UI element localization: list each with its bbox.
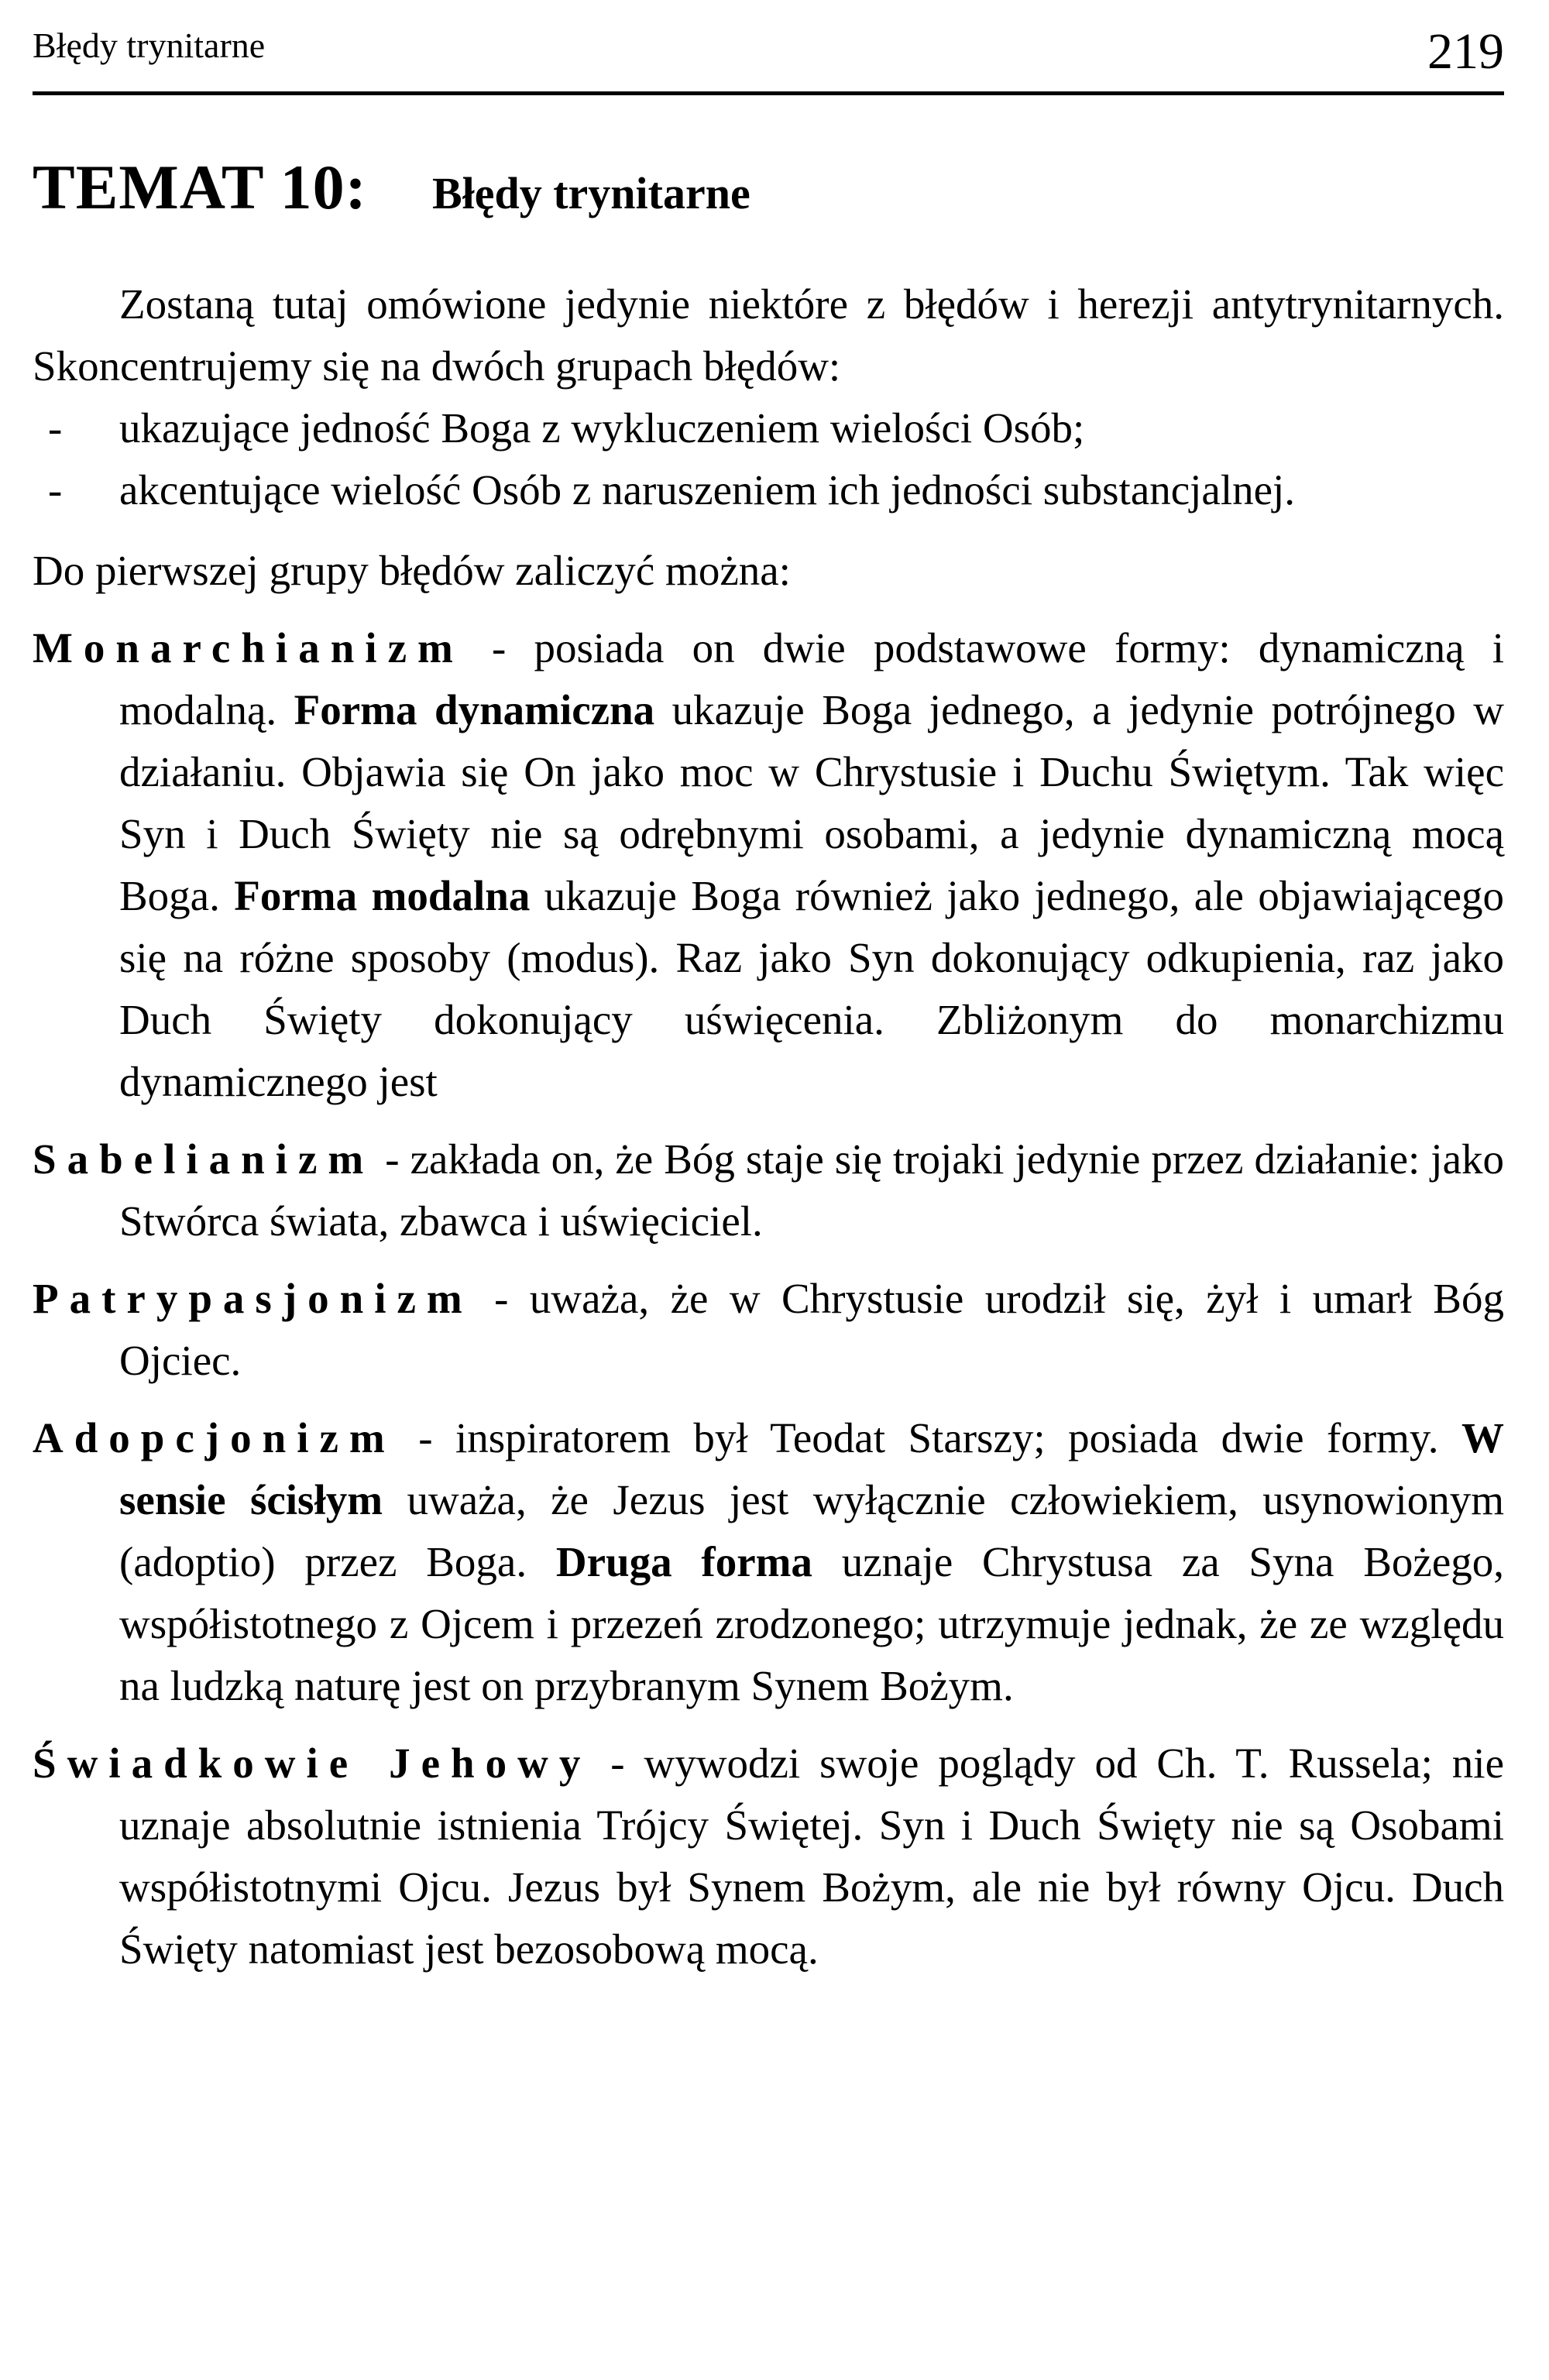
entry-text: uważa, że Jezus jest wyłącznie człowiekiem, usynowionym (adoptio) przez Boga. [119,1476,1504,1585]
list-dash: - [48,466,63,513]
entry-adopcjonizm [33,1407,1504,1717]
list-item-text: ukazujące jedność Boga z wykluczeniem wielości Osób; [119,404,1085,452]
entry-term: Sabelianizm [33,1135,375,1183]
book-page [33,23,1504,1980]
chapter-label: TEMAT 10: [33,152,367,222]
list-item [33,459,1504,521]
entry-patrypasjonizm [33,1268,1504,1392]
list-item [33,397,1504,459]
entry-bold-phrase: W sensie ścisłym [119,1414,1504,1523]
entry-text: ukazuje Boga jednego, a jedynie potrójnego w działaniu. Objawia się On jako moc w Chrystusie i Duchu Świętym. Tak więc Syn i Duch Święty nie są odrębnymi osobami, a jedynie dynamiczną mocą Boga. [119,686,1504,919]
entry-text: - posiada on dwie podstawowe formy: dynamiczną i modalną. [119,624,1504,733]
entry-text: - inspiratorem był Teodat Starszy; posiada dwie formy. [395,1414,1461,1461]
entry-bold-phrase: Druga forma [555,1538,812,1585]
lead-paragraph: Do pierwszej grupy błędów zaliczyć można: [33,547,791,594]
entry-term: Patrypasjonizm [33,1275,473,1322]
running-header [33,23,1504,95]
entry-text: - uważa, że w Chrystusie urodził się, żył i umarł Bóg Ojciec. [119,1275,1504,1384]
intro-list [33,397,1504,521]
entry-term: Monarchianizm [33,624,464,671]
page-number: 219 [1427,23,1504,80]
entry-sabelianizm [33,1128,1504,1252]
entry-swiadkowie-jehowy [33,1733,1504,1980]
list-dash: - [48,404,63,452]
list-item-text: akcentujące wielość Osób z naruszeniem ich jedności substancjalnej. [119,466,1296,513]
entry-text: - zakłada on, że Bóg staje się trojaki jedynie przez działanie: jako Stwórca świata, zbawca i uświęciciel. [119,1135,1504,1245]
entry-text: uznaje Chrystusa za Syna Bożego, współistotnego z Ojcem i przezeń zrodzonego; utrzymuje jednak, że ze względu na ludzką naturę jest on przybranym Synem Bożym. [119,1538,1504,1709]
entry-bold-phrase: Forma modalna [234,872,531,919]
intro-paragraph: Zostaną tutaj omówione jedynie niektóre z błędów i herezji antytrynitarnych. Skoncentrujemy się na dwóch grupach błędów: [33,280,1504,390]
chapter-heading [33,151,1504,228]
entry-term: Adopcjonizm [33,1414,396,1461]
entry-term: Świadkowie Jehowy [33,1739,592,1787]
chapter-title: Błędy trynitarne [431,168,750,218]
entry-bold-phrase: Forma dynamiczna [294,686,655,733]
running-title: Błędy trynitarne [33,26,266,65]
entry-text: - wywodzi swoje poglądy od Ch. T. Russela; nie uznaje absolutnie istnienia Trójcy Świętej. Syn i Duch Święty nie są Osobami współistotnymi Ojcu. Jezus był Synem Bożym, ale nie był równy Ojcu. Duch Święty natomiast jest bezosobową mocą. [119,1739,1504,1973]
entry-text: ukazuje Boga również jako jednego, ale objawiającego się na różne sposoby (modus). Raz jako Syn dokonujący odkupienia, raz jako Duch Święty dokonujący uświęcenia. Zbliżonym do monarchizmu dynamicznego jest [119,872,1504,1105]
entry-monarchianizm [33,617,1504,1113]
page-body [33,273,1504,1980]
